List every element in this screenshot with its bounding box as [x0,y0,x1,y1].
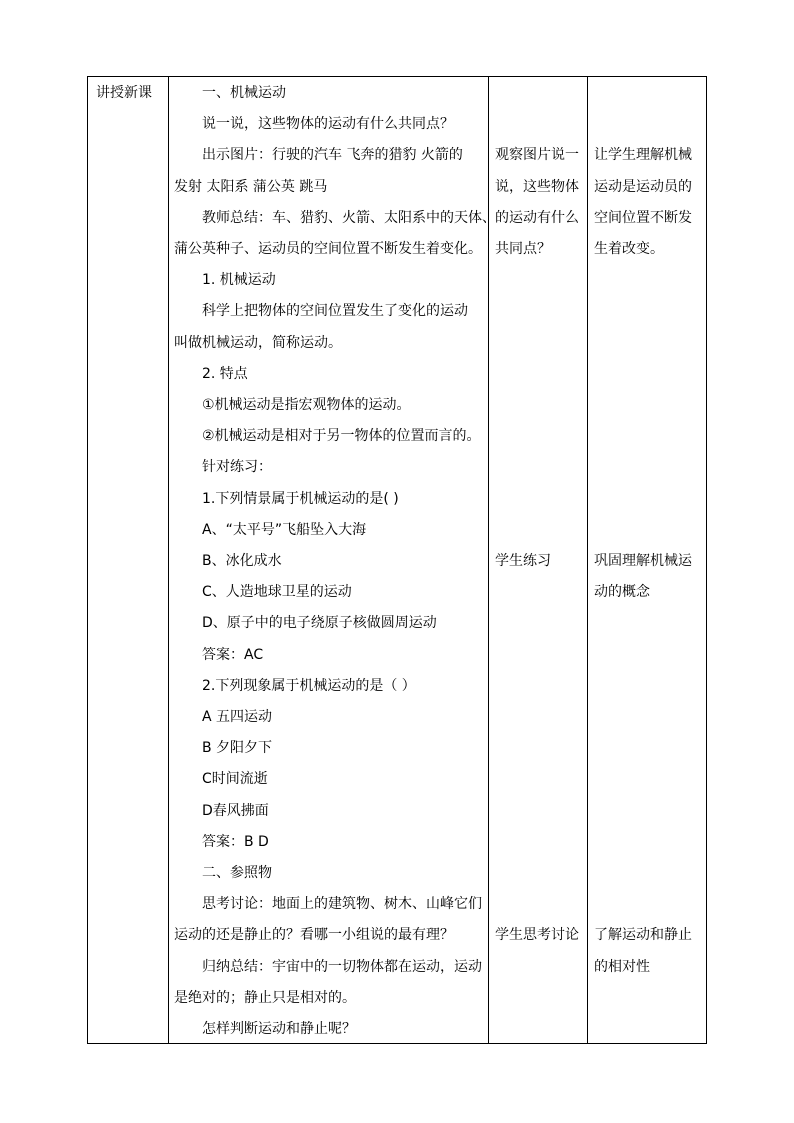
content-line: 二、参照物 [202,865,272,881]
content-line: 2. 特点 [202,365,248,382]
content-line: A 五四运动 [202,709,273,725]
content-line: 思考讨论：地面上的建筑物、树木、山峰它们 [202,896,482,913]
section-cell [88,77,168,1043]
section-label: 讲授新课 [96,85,152,101]
content-line: D、原子中的电子绕原子核做圆周运动 [202,615,437,632]
design-intent-line: 让学生理解机械 [594,147,692,164]
content-line: 答案：AC [202,646,264,663]
content-line: 归纳总结：宇宙中的一切物体都在运动，运动 [202,958,482,975]
student-activity-line: 说，这些物体 [495,178,579,195]
content-line: ①机械运动是指宏观物体的运动。 [202,397,411,413]
content-line: 说一说，这些物体的运动有什么共同点？ [202,116,454,133]
content-line: 答案：B D [202,833,269,850]
lesson-table [87,76,707,1044]
content-line: 出示图片：行驶的汽车 飞奔的猎豹 火箭的 [202,147,463,164]
design-intent-line: 动的概念 [594,584,650,601]
student-activity-line: 学生思考讨论 [495,927,579,944]
design-intent-line: 运动是运动员的 [594,178,692,195]
content-line: 发射 太阳系 蒲公英 跳马 [174,178,328,195]
content-line: 是绝对的；静止只是相对的。 [174,989,356,1006]
content-line: 针对练习： [202,459,272,476]
student-activity-cell [488,77,587,1043]
content-line: 科学上把物体的空间位置发生了变化的运动 [202,303,468,320]
content-line: C时间流逝 [202,771,268,788]
student-activity-line: 的运动有什么 [495,209,579,226]
design-intent-line: 的相对性 [594,958,650,975]
design-intent-line: 空间位置不断发 [594,209,692,226]
student-activity-line: 学生练习 [495,553,551,569]
design-intent-line: 巩固理解机械运 [594,553,692,569]
content-line: B、冰化成水 [202,553,282,569]
content-line: 运动的还是静止的？看哪一小组说的最有理？ [174,927,454,944]
content-line: D春风拂面 [202,802,269,819]
design-intent-line: 生着改变。 [594,241,664,257]
content-line: ②机械运动是相对于另一物体的位置而言的。 [202,428,481,445]
content-line: 蒲公英种子、运动员的空间位置不断发生着变化。 [174,241,482,257]
content-line: 教师总结：车、猎豹、火箭、太阳系中的天体、 [202,209,496,226]
content-line: B 夕阳夕下 [202,740,273,757]
content-line: 2.下列现象属于机械运动的是（ ） [202,677,416,694]
student-activity-line: 共同点？ [495,241,551,257]
content-line: 叫做机械运动，简称运动。 [174,334,342,351]
content-line: 怎样判断运动和静止呢？ [202,1021,356,1037]
content-line: 1. 机械运动 [202,272,276,289]
content-line: 1.下列情景属于机械运动的是( ) [202,490,399,507]
content-cell [168,77,496,1043]
content-line: 一、机械运动 [202,85,286,101]
design-intent-cell [587,77,708,1043]
content-line: A、“太平号”飞船坠入大海 [202,521,367,538]
student-activity-line: 观察图片说一 [495,147,579,164]
design-intent-line: 了解运动和静止 [594,927,692,944]
content-line: C、人造地球卫星的运动 [202,584,352,601]
